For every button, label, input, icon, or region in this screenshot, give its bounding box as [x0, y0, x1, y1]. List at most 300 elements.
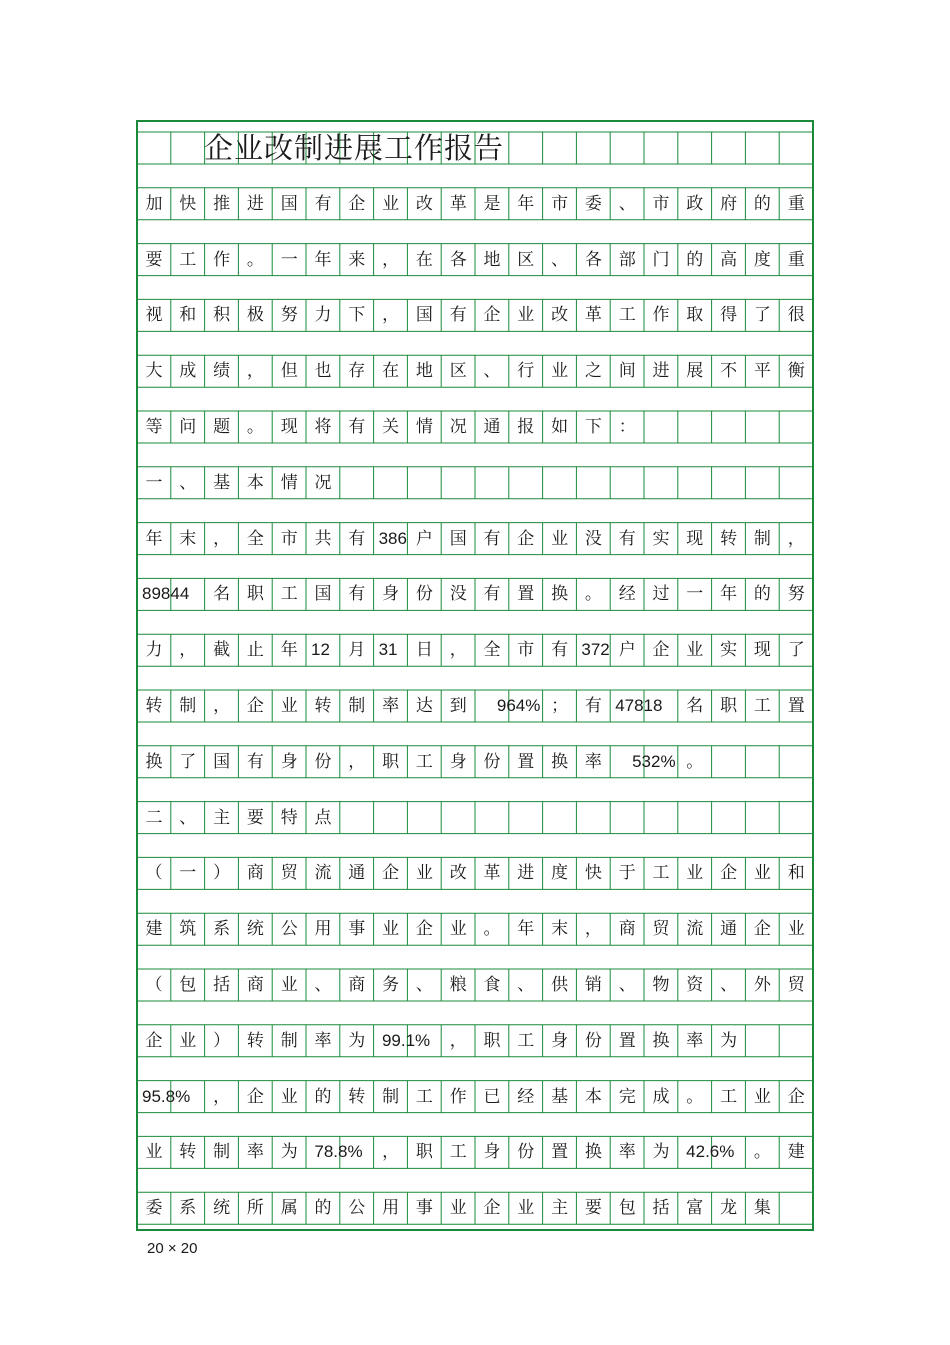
grid-char: 各: [584, 249, 602, 270]
grid-char: ，: [382, 1142, 400, 1163]
grid-char: 企: [483, 305, 501, 326]
grid-char: 置: [618, 1030, 636, 1051]
grid-char: 没: [584, 528, 602, 549]
grid-char: 和: [787, 863, 805, 884]
grid-number: 31: [378, 640, 398, 660]
grid-char: 份: [314, 751, 332, 772]
grid-char: 年: [145, 528, 163, 549]
grid-char: 业: [551, 528, 569, 549]
grid-char: 全: [246, 528, 264, 549]
grid-char: 括: [652, 1198, 670, 1219]
grid-char: 末: [551, 919, 569, 940]
grid-char: 革: [584, 305, 602, 326]
grid-char: 换: [145, 751, 163, 772]
grid-char: 过: [652, 584, 670, 605]
grid-char: 、: [551, 249, 569, 270]
grid-char: 市: [652, 193, 670, 214]
grid-char: 富: [686, 1198, 704, 1219]
grid-char: 通: [720, 919, 738, 940]
grid-char: ，: [213, 1086, 231, 1107]
grid-char: 食: [483, 975, 501, 995]
grid-char: 外: [753, 975, 771, 995]
grid-char: 工: [753, 696, 771, 716]
grid-char: 率: [314, 1030, 332, 1051]
grid-char: 度: [753, 249, 771, 270]
grid-char: 问: [179, 417, 197, 437]
grid-char: 改: [415, 193, 433, 214]
grid-char: 积: [213, 305, 231, 326]
grid-char: 改: [551, 305, 569, 326]
grid-char: 工: [517, 1030, 535, 1051]
grid-char: （: [145, 975, 163, 995]
grid-char: 流: [686, 919, 704, 940]
grid-char: ，: [382, 249, 400, 270]
grid-char: 置: [517, 584, 535, 605]
grid-char: 得: [720, 305, 738, 326]
grid-char: 建: [145, 919, 163, 940]
grid-char: 资: [686, 975, 704, 995]
grid-char: 包: [179, 975, 197, 995]
grid-char: 、: [314, 975, 332, 995]
grid-char: 工: [720, 1086, 738, 1107]
grid-char: 企: [720, 863, 738, 884]
grid-char: 成: [652, 1086, 670, 1107]
grid-char: 很: [787, 305, 805, 326]
grid-char: 达: [415, 696, 433, 716]
grid-char: 实: [720, 640, 738, 661]
grid-char: 户: [618, 640, 636, 661]
grid-char: ，: [382, 305, 400, 326]
grid-char: 有: [314, 193, 332, 214]
grid-char: 主: [213, 807, 231, 828]
grid-char: 转: [348, 1086, 366, 1107]
grid-char: 。: [483, 919, 501, 940]
grid-char: 视: [145, 305, 163, 326]
grid-char: 业: [280, 1086, 298, 1107]
grid-char: 来: [348, 249, 366, 270]
grid-char: 止: [246, 640, 264, 661]
grid-char: 商: [618, 919, 636, 940]
grid-char: 公: [280, 919, 298, 940]
grid-char: 现: [753, 640, 771, 661]
grid-char: 有: [584, 696, 602, 716]
grid-char: 业: [517, 1198, 535, 1219]
grid-char: 括: [213, 975, 231, 995]
grid-char: 换: [652, 1030, 670, 1051]
grid-char: 转: [720, 528, 738, 549]
grid-char: （: [145, 863, 163, 884]
grid-number: 42.6%: [686, 1142, 735, 1162]
grid-char: 现: [280, 417, 298, 437]
grid-char: 制: [179, 696, 197, 716]
grid-char: 职: [415, 1142, 433, 1163]
grid-char: 一: [145, 472, 163, 493]
grid-char: 。: [584, 584, 602, 605]
grid-char: 重: [787, 193, 805, 214]
grid-char: 统: [246, 919, 264, 940]
grid-char: 职: [246, 584, 264, 605]
grid-char: 转: [145, 696, 163, 716]
grid-char: ，: [348, 751, 366, 772]
grid-char: ，: [449, 640, 467, 661]
grid-number: 372: [581, 640, 610, 660]
grid-char: 所: [246, 1198, 264, 1219]
grid-char: 用: [314, 919, 332, 940]
grid-char: 下: [584, 417, 602, 437]
grid-char: 商: [246, 863, 264, 884]
grid-char: 要: [584, 1198, 602, 1219]
grid-char: 作: [652, 305, 670, 326]
grid-char: 系: [179, 1198, 197, 1219]
grid-char: 业: [449, 919, 467, 940]
grid-char: 业: [449, 1198, 467, 1219]
grid-char: ，: [213, 696, 231, 716]
grid-char: 有: [348, 528, 366, 549]
grid-char: ，: [584, 919, 602, 940]
grid-char: 基: [551, 1086, 569, 1107]
grid-char: 身: [449, 751, 467, 772]
grid-border: [137, 121, 813, 1230]
grid-char: 经: [618, 584, 636, 605]
grid-number: 964%: [496, 696, 541, 715]
grid-char: 制: [348, 696, 366, 716]
grid-char: 国: [449, 528, 467, 549]
grid-char: 市: [280, 528, 298, 549]
grid-char: 贸: [652, 919, 670, 940]
grid-char: 、: [483, 361, 501, 382]
grid-char: 委: [584, 193, 602, 214]
grid-char: 企: [348, 193, 366, 214]
grid-char: 加: [145, 193, 163, 214]
grid-char: 属: [280, 1198, 298, 1219]
grid-char: 截: [213, 640, 231, 661]
grid-char: 度: [551, 863, 569, 884]
grid-char: 作: [213, 249, 231, 270]
grid-char: 政: [686, 193, 704, 214]
grid-char: 份: [483, 751, 501, 772]
grid-char: 有: [348, 417, 366, 437]
grid-char: 作: [449, 1086, 467, 1107]
grid-char: 的: [753, 193, 771, 214]
grid-char: 为: [720, 1030, 738, 1051]
grid-char: 国: [314, 584, 332, 605]
grid-char: 名: [686, 696, 704, 716]
grid-char: 存: [348, 361, 366, 382]
grid-char: 换: [584, 1142, 602, 1163]
grid-char: 、: [179, 472, 197, 493]
grid-char: 各: [449, 249, 467, 270]
grid-char: 绩: [213, 361, 231, 382]
grid-char: 企: [517, 528, 535, 549]
grid-char: 进: [517, 863, 535, 884]
grid-char: 有: [618, 528, 636, 549]
grid-char: 率: [584, 751, 602, 772]
grid-char: 业: [179, 1030, 197, 1051]
grid-char: 大: [145, 361, 163, 382]
grid-char: 展: [686, 361, 704, 382]
grid-char: 区: [517, 249, 535, 270]
grid-char: 和: [179, 305, 197, 326]
grid-char: 努: [280, 305, 298, 326]
grid-char: 业: [382, 919, 400, 940]
grid-char: 业: [415, 863, 433, 884]
grid-char: 点: [314, 807, 332, 828]
document-title: 企业改制进展工作报告: [204, 131, 505, 165]
grid-char: 身: [551, 1030, 569, 1051]
grid-char: 贸: [280, 863, 298, 884]
grid-char: 到: [449, 696, 467, 716]
grid-char: 换: [551, 584, 569, 605]
grid-char: 情: [415, 417, 433, 437]
grid-char: 高: [720, 249, 738, 270]
grid-char: 成: [179, 361, 197, 382]
grid-char: 企: [483, 1198, 501, 1219]
grid-char: 等: [145, 417, 163, 437]
grid-char: 公: [348, 1198, 366, 1219]
grid-char: 有: [483, 584, 501, 605]
grid-char: 、: [618, 193, 636, 214]
grid-char: 率: [618, 1142, 636, 1163]
grid-char: 名: [213, 584, 231, 605]
grid-char: 二: [145, 807, 163, 828]
grid-char: ）: [213, 1030, 231, 1051]
grid-char: 在: [382, 361, 400, 382]
grid-char: 率: [686, 1030, 704, 1051]
grid-char: 委: [145, 1198, 163, 1219]
grid-char: 制: [213, 1142, 231, 1163]
grid-char: 制: [753, 528, 771, 549]
grid-char: 工: [618, 305, 636, 326]
grid-char: 力: [145, 640, 163, 661]
grid-char: 业: [787, 919, 805, 940]
grid-char: ）: [213, 863, 231, 884]
grid-char: 身: [382, 584, 400, 605]
grid-char: 业: [551, 361, 569, 382]
grid-char: 已: [483, 1086, 501, 1107]
grid-char: 率: [246, 1142, 264, 1163]
grid-char: 况: [449, 417, 467, 437]
grid-char: 工: [179, 249, 197, 270]
grid-char: 快: [584, 863, 602, 884]
grid-char: 、: [618, 975, 636, 995]
grid-char: 国: [280, 193, 298, 214]
grid-char: 况: [314, 472, 332, 493]
grid-char: 现: [686, 528, 704, 549]
grid-char: 市: [517, 640, 535, 661]
grid-char: 制: [382, 1086, 400, 1107]
grid-char: 。: [246, 417, 264, 437]
grid-char: 末: [179, 528, 197, 549]
grid-char: 地: [415, 361, 433, 382]
grid-char: 通: [483, 417, 501, 437]
grid-char: 关: [382, 417, 400, 437]
grid-char: 、: [720, 975, 738, 995]
grid-char: 年: [517, 193, 535, 214]
grid-char: 全: [483, 640, 501, 661]
grid-char: 市: [551, 193, 569, 214]
grid-char: 龙: [720, 1198, 738, 1219]
grid-char: 年: [314, 249, 332, 270]
grid-char: 职: [720, 696, 738, 716]
grid-number: 78.8%: [314, 1142, 363, 1162]
grid-char: ，: [246, 361, 264, 382]
grid-char: 衡: [787, 361, 805, 382]
grid-char: 有: [449, 305, 467, 326]
grid-char: 快: [179, 193, 197, 214]
grid-char: 的: [314, 1198, 332, 1219]
grid-char: 流: [314, 863, 332, 884]
grid-char: 有: [551, 640, 569, 661]
grid-char: 业: [686, 640, 704, 661]
grid-char: 身: [483, 1142, 501, 1163]
grid-char: 国: [415, 305, 433, 326]
grid-char: 行: [517, 361, 535, 382]
grid-char: 革: [449, 193, 467, 214]
grid-char: 业: [753, 1086, 771, 1107]
grid-char: 平: [753, 361, 771, 382]
grid-char: 份: [584, 1030, 602, 1051]
grid-char: 有: [246, 751, 264, 772]
grid-char: ，: [213, 528, 231, 549]
grid-char: 业: [145, 1142, 163, 1163]
grid-char: 的: [314, 1086, 332, 1107]
grid-char: 题: [213, 417, 231, 437]
grid-char: 本: [246, 472, 264, 493]
grid-number: 386: [378, 528, 407, 548]
grid-char: 用: [382, 1198, 400, 1219]
grid-char: 物: [652, 975, 670, 995]
grid-char: 年: [280, 640, 298, 661]
grid-number: 12: [311, 640, 330, 660]
grid-char: ，: [449, 1030, 467, 1051]
grid-char: 日: [415, 640, 433, 661]
grid-char: 进: [652, 361, 670, 382]
grid-char: 。: [753, 1142, 771, 1163]
grid-char: 业: [753, 863, 771, 884]
grid-char: 没: [449, 584, 467, 605]
grid-char: 销: [584, 975, 602, 995]
grid-char: 了: [787, 640, 805, 661]
grid-char: 职: [483, 1030, 501, 1051]
grid-char: 取: [686, 305, 704, 326]
grid-char: 共: [314, 528, 332, 549]
grid-char: 转: [314, 696, 332, 716]
grid-char: 身: [280, 751, 298, 772]
grid-char: 商: [246, 975, 264, 995]
grid-char: 工: [652, 863, 670, 884]
grid-number: 89844: [142, 584, 190, 604]
grid-char: 建: [787, 1142, 805, 1163]
grid-char: 极: [246, 305, 264, 326]
grid-char: 下: [348, 305, 366, 326]
grid-char: 为: [280, 1142, 298, 1163]
grid-char: 要: [246, 807, 264, 828]
grid-char: 企: [382, 863, 400, 884]
grid-char: 年: [517, 919, 535, 940]
grid-char: 进: [246, 193, 264, 214]
grid-char: 一: [179, 863, 197, 884]
grid-char: ，: [787, 528, 805, 549]
grid-char: 为: [348, 1030, 366, 1051]
grid-char: 工: [280, 584, 298, 605]
grid-char: 一: [686, 584, 704, 605]
grid-char: 企: [652, 640, 670, 661]
grid-char: 商: [348, 975, 366, 995]
grid-char: 间: [618, 361, 636, 382]
grid-char: 部: [618, 249, 636, 270]
grid-char: 事: [348, 919, 366, 940]
grid-char: 工: [415, 751, 433, 772]
grid-char: 的: [686, 249, 704, 270]
grid-char: 业: [382, 193, 400, 214]
grid-char: 了: [753, 305, 771, 326]
grid-char: 将: [314, 417, 332, 437]
grid-char: 集: [753, 1198, 771, 1219]
grid-char: 但: [280, 361, 298, 382]
grid-char: 企: [145, 1030, 163, 1051]
grid-char: 月: [348, 640, 366, 661]
grid-char: 有: [348, 584, 366, 605]
grid-char: 重: [787, 249, 805, 270]
grid-char: 如: [551, 417, 569, 437]
grid-char: 置: [787, 696, 805, 716]
grid-char: 置: [551, 1142, 569, 1163]
grid-char: 本: [584, 1086, 602, 1107]
grid-char: 情: [280, 472, 298, 493]
grid-char: 努: [787, 584, 805, 605]
grid-char: 业: [280, 975, 298, 995]
grid-number: 99.1%: [381, 1030, 431, 1050]
grid-char: 为: [652, 1142, 670, 1163]
grid-char: 国: [213, 751, 231, 772]
grid-number: 47818: [615, 696, 663, 715]
grid-char: 主: [551, 1198, 569, 1219]
grid-char: 报: [517, 417, 535, 437]
grid-char: 通: [348, 863, 366, 884]
grid-char: 制: [280, 1030, 298, 1051]
grid-number: 95.8%: [142, 1086, 191, 1106]
grid-char: 贸: [787, 975, 805, 995]
grid-char: 实: [652, 528, 670, 549]
grid-char: 务: [382, 975, 400, 995]
grid-char: 。: [246, 249, 264, 270]
grid-char: 之: [584, 361, 602, 382]
grid-char: ，: [179, 640, 197, 661]
grid-char: 不: [720, 361, 738, 382]
grid-char: 企: [415, 919, 433, 940]
grid-char: 业: [686, 863, 704, 884]
grid-size-label: 20 × 20: [147, 1240, 198, 1257]
grid-char: 在: [415, 249, 433, 270]
grid-char: 份: [415, 584, 433, 605]
grid-char: 基: [213, 472, 231, 493]
grid-char: 粮: [449, 975, 467, 995]
grid-char: 。: [686, 1086, 704, 1107]
grid-char: 有: [483, 528, 501, 549]
grid-char: 完: [618, 1086, 636, 1107]
grid-char: 革: [483, 863, 501, 884]
grid-char: 、: [517, 975, 535, 995]
grid-char: 转: [179, 1142, 197, 1163]
grid-char: 企: [787, 1086, 805, 1107]
grid-char: 区: [449, 361, 467, 382]
grid-char: 工: [449, 1142, 467, 1163]
grid-char: 供: [551, 975, 569, 995]
grid-char: ；: [551, 696, 569, 716]
grid-char: ：: [618, 417, 636, 437]
grid-char: 。: [686, 751, 704, 772]
grid-char: 企: [753, 919, 771, 940]
